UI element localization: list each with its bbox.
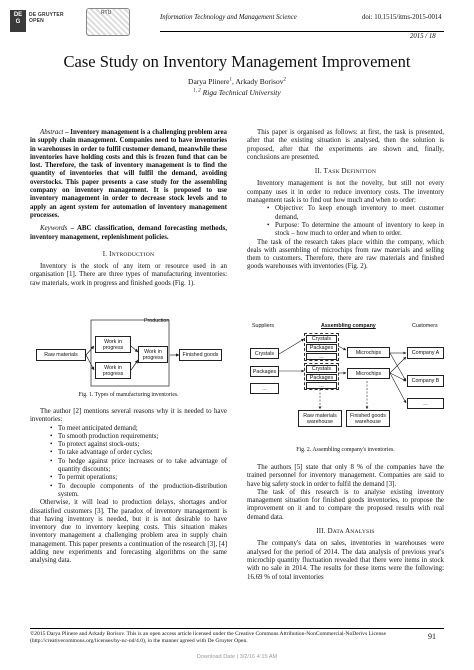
- section-heading-data: [247, 528, 444, 536]
- assembling-more-2: ...: [306, 382, 337, 389]
- task-title: ASK: [328, 169, 342, 176]
- author-2-sup: 2: [283, 77, 286, 83]
- raw-materials-warehouse: Raw materials warehouse: [298, 410, 342, 427]
- university-seal: [86, 8, 130, 36]
- raw-materials-box: Raw materials: [36, 349, 86, 361]
- paragraph-company: The task of the research takes place within the company, which deals with assembling of microchips from raw materials and selling them to customers. Therefore, there are raw materials and finished goods warehouses with inventories (Fig. 2).: [247, 238, 444, 271]
- company-a-box: Company A: [407, 347, 444, 359]
- figure-2-caption: Fig. 2. Assembling company's inventories.: [296, 447, 395, 453]
- left-column: [30, 129, 227, 288]
- paragraph-organisation: This paper is organised as follows: at first, the task is presented, after that the existing situation is analysed, then the solution is proposed, after that the experiments are shown and, finally, conclusions are presented.: [247, 129, 444, 161]
- paragraph-task: Inventory management is not the novelty, but still not every company uses it in order to reduce inventory costs. The inventory management task is to find out how much and when to order:: [247, 180, 444, 205]
- figure-1: [36, 318, 222, 388]
- production-label: Production: [144, 318, 170, 324]
- list-item: • To protect against stock-outs;: [58, 441, 227, 449]
- supplier-packages: Packages: [250, 366, 279, 377]
- microchips-box-1: Microchips: [347, 347, 390, 358]
- wip-box-3: Work in progress: [138, 346, 168, 363]
- list-item: • To meet anticipated demand;: [58, 425, 227, 433]
- abstract-label: Abstract: [40, 129, 64, 136]
- section-heading-intro: [30, 251, 227, 259]
- intro-paragraph-1: Inventory is the stock of any item or resource used in an organisation [1]. There are three types of manufacturing inventories: raw materials, work in progress and finished goods (Fig. 1).: [30, 263, 227, 287]
- assembling-label: Assembling company: [321, 323, 376, 329]
- list-item: • Purpose: To determine the amount of inventory to keep in stock – how much to order and when to order.: [275, 222, 444, 239]
- reasons-list: [30, 425, 227, 500]
- assembling-more-1: ...: [306, 353, 337, 360]
- logo-line-2: G: [15, 19, 21, 25]
- paragraph-data-analysis: The company's data on sales, inventories in warehouses were analysed for the period of 2014. The data analysis of previous year's microchip quantity fluctuation revealed that there were items in stock with no sale in 2014. The results for these items were the following: 16.69 % of total inventories: [247, 540, 444, 581]
- keywords-label: Keywords: [40, 225, 68, 233]
- author-1: Darya Plinere: [188, 77, 230, 86]
- data-num: III. D: [316, 528, 333, 536]
- list-item: • To decouple components of the production-distribution system.: [58, 483, 227, 500]
- customers-label: Customers: [412, 323, 438, 329]
- seal-text: RTU: [101, 10, 112, 16]
- section-heading-task: [247, 168, 444, 176]
- author-2: , Arkady Borisov: [231, 77, 284, 86]
- download-watermark: Download Date | 3/2/16 4:15 AM: [196, 654, 278, 660]
- list-item: • To permit operations;: [58, 474, 227, 482]
- list-item: • To smooth production requirements;: [58, 433, 227, 441]
- intro-title: NTRODUCTION: [111, 251, 155, 258]
- task-title-2: EFINITION: [346, 169, 377, 176]
- affiliation-sup: 1, 2: [193, 88, 201, 94]
- keywords-text: – ABC classification, demand forecasting methods, inventory management, replenishment policies.: [30, 225, 227, 241]
- abstract: [30, 129, 227, 220]
- left-column-continued: [30, 392, 227, 566]
- right-column: [247, 129, 444, 272]
- wip-box-2: Work in progress: [95, 362, 131, 379]
- wip-box-1: Work in progress: [95, 336, 131, 353]
- assembling-crystals-1: Crystals: [306, 335, 337, 343]
- list-item: • Objective: To keep enough inventory to meet customer demand,: [275, 205, 444, 222]
- list-item: • To hedge against price increases or to take advantage of quantity discounts;: [58, 458, 227, 475]
- author-1-sup: 1: [229, 77, 232, 83]
- assembling-packages-1: Packages: [306, 344, 337, 352]
- doi: doi: 10.1515/itms-2015-0014: [362, 14, 442, 21]
- company-more: ...: [407, 398, 444, 409]
- supplier-crystals: Crystals: [250, 348, 279, 359]
- task-num: II. T: [314, 168, 329, 176]
- publisher-name: [29, 13, 64, 24]
- paragraph-reasons: The author [2] mentions several reasons why it is needed to have inventories:: [30, 408, 227, 424]
- figure-2: [250, 323, 444, 442]
- supplier-more: ...: [250, 383, 279, 394]
- finished-goods-box: Finished goods: [179, 349, 222, 361]
- authors: [0, 77, 474, 86]
- paper-title: Case Study on Inventory Management Improvement: [63, 52, 411, 71]
- task-num-2: D: [341, 168, 347, 176]
- paragraph-personnel: The authors [5] state that only 8 % of the companies have the trained personnel for inventory management. Companies are said to have big safety stock in order to fulfil the demand [3].: [247, 464, 444, 488]
- affiliation-name: Riga Technical University: [202, 88, 281, 97]
- finished-goods-warehouse: Finished goods warehouse: [346, 410, 390, 427]
- publisher-name-line-1: DE GRUYTER: [29, 12, 64, 18]
- right-column-continued: [247, 447, 444, 582]
- publisher-name-line-2: OPEN: [29, 17, 44, 24]
- paragraph-paradox: Otherwise, it will lead to production delays, shortages and/or dissatisfied customers [3]. The paradox of inventory management is that having inventory is needed, but it is not desirable to have inventory due to inventory keeping costs. This situation makes inventory management a challenging problem area in supply chain management. This paper presents a continuation of the research [3], [4] adding new experiments and forecasting algorithms on the same analysing data.: [30, 499, 227, 565]
- keywords: [30, 225, 227, 242]
- logo-line-1: DE: [13, 12, 23, 18]
- page-number: 91: [428, 632, 436, 641]
- header-rule: [160, 31, 444, 32]
- paragraph-research-task: The task of this research is to analyse existing inventory management situation for finished goods inventories, to propose the improvement on it and to compare the proposed results with real demand data.: [247, 488, 444, 521]
- intro-num: I. I: [102, 250, 112, 258]
- data-title-2: NALYSIS: [350, 529, 375, 536]
- objective-list: [247, 205, 444, 238]
- assembling-packages-2: Packages: [306, 374, 337, 381]
- list-item: • To take advantage of order cycles;: [58, 449, 227, 457]
- assembling-crystals-2: Crystals: [306, 365, 337, 373]
- journal-name: Information Technology and Management Science: [160, 14, 297, 21]
- license-footer: ©2015 Darya Plinere and Arkady Borisov. This is an open access article licensed under the Creative Commons Attribution-NonCommercial-NoDerivs License (http://creativecommons.org/licenses/by-nc-nd/4.0), in the manner agreed with De Gruyter Open.: [30, 631, 386, 644]
- figure-1-caption: Fig. 1. Types of manufacturing inventories.: [78, 392, 179, 398]
- company-b-box: Company B: [407, 375, 444, 387]
- publisher-logo: [10, 10, 26, 32]
- data-num-2: A: [345, 528, 351, 536]
- issue-number: 2015 / 18: [410, 33, 436, 40]
- abstract-text: – Inventory management is a challenging problem area in supply chain management. Companies need to have inventories in warehouses in order to fulfil customer demand, meanwhile these inventories have holding costs and this is frozen fund that can be lost. Therefore, the task of inventory management is to find the quantity of inventories that will fulfil the demand, avoiding overstocks. This paper presents a case study for the assembling company on inventory management. It is proposed to use inventory management in order to decrease stock levels and to apply an agent system for automation of inventory management processes.: [30, 129, 227, 219]
- data-title: ATA: [332, 529, 346, 536]
- suppliers-label: Suppliers: [252, 323, 275, 329]
- affiliation: [0, 88, 474, 97]
- footer-rule: [30, 628, 444, 629]
- microchips-box-2: Microchips: [347, 368, 390, 379]
